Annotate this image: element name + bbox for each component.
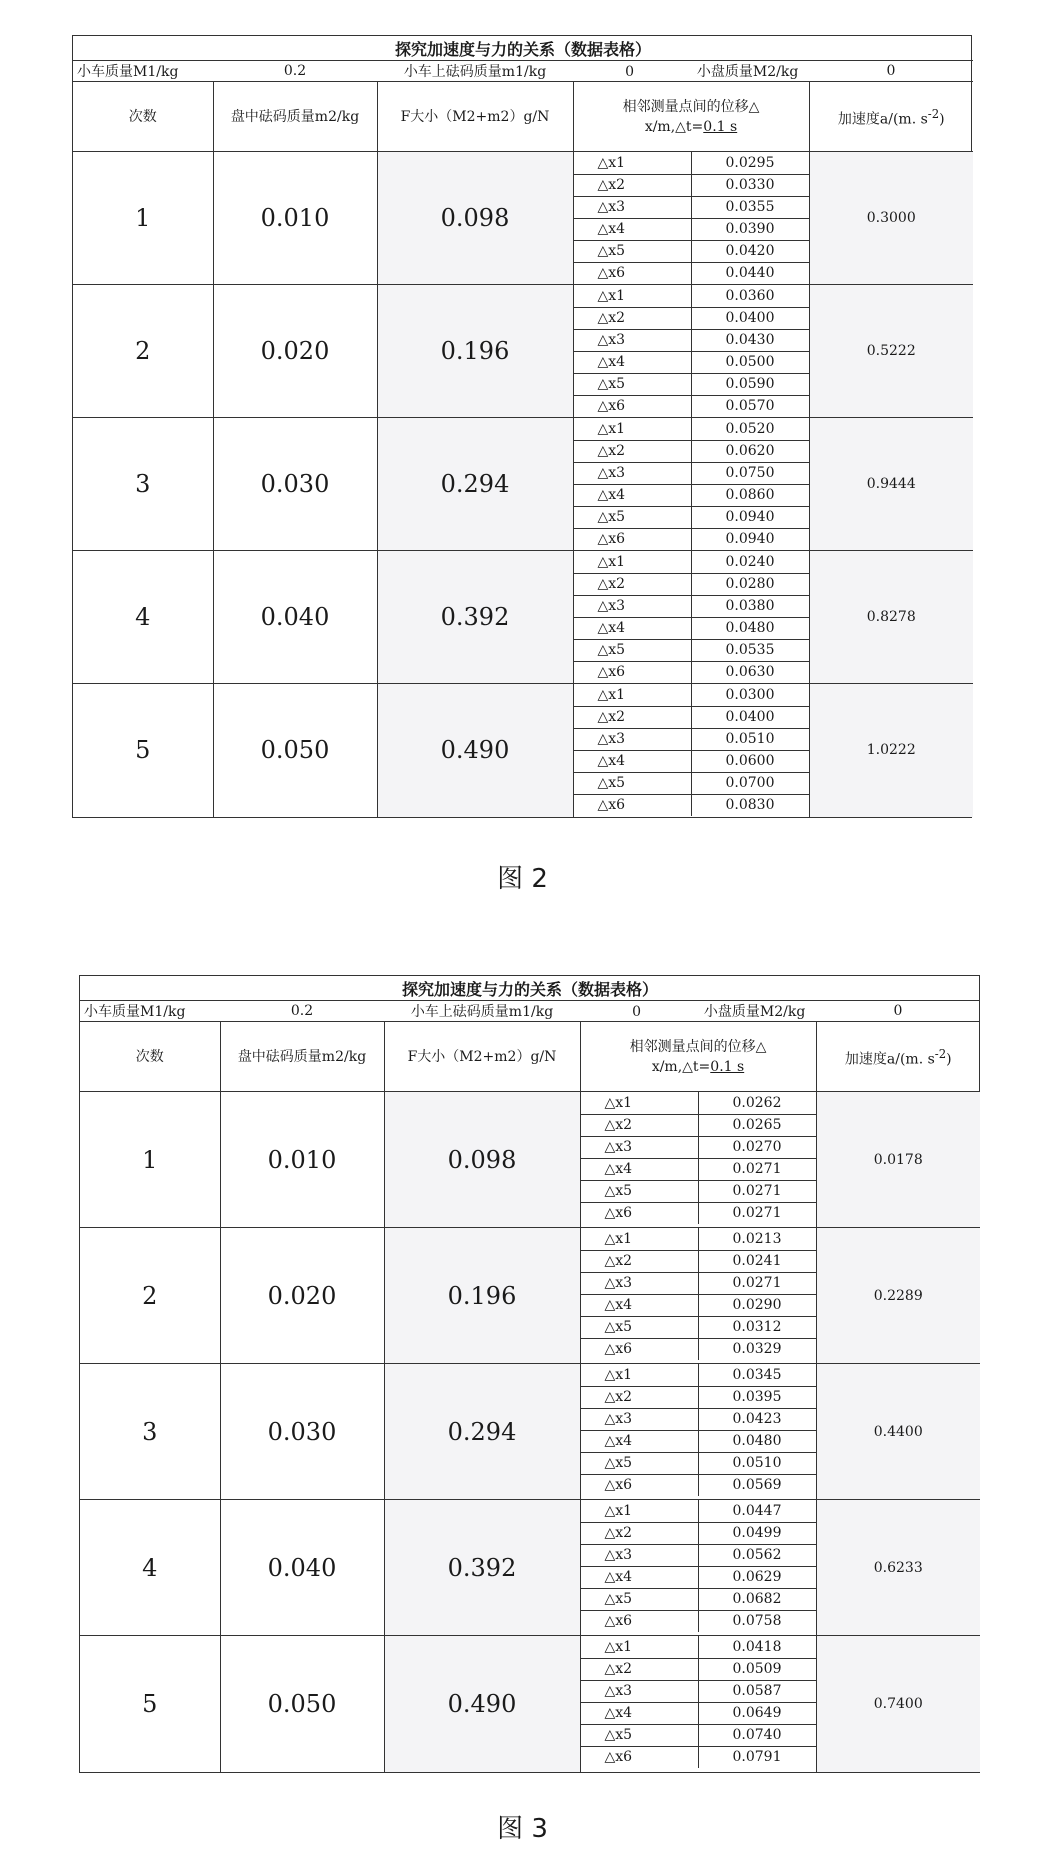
displacement-value: 0.0420 xyxy=(691,240,809,262)
displacement-value: 0.0240 xyxy=(691,551,809,573)
displacement-label: △x6 xyxy=(574,528,692,550)
displacement-label: △x4 xyxy=(574,484,692,506)
displacement-label: △x3 xyxy=(581,1408,699,1430)
displacement-list xyxy=(574,684,809,816)
pan-weight-mass: 0.040 xyxy=(220,1500,384,1636)
col-header-displacement-line2: x/m,△t= xyxy=(644,118,704,135)
displacement-value: 0.0345 xyxy=(698,1364,816,1386)
trial-number: 5 xyxy=(73,684,213,817)
displacement-label: △x2 xyxy=(581,1386,699,1408)
displacement-value: 0.0300 xyxy=(691,684,809,706)
displacement-label: △x3 xyxy=(574,595,692,617)
cart-weight-value: 0 xyxy=(625,64,635,80)
experiment-table xyxy=(80,976,980,1772)
displacement-value: 0.0400 xyxy=(691,307,809,329)
displacement-label: △x4 xyxy=(574,617,692,639)
col-header-displacement-line2: x/m,△t= xyxy=(651,1058,711,1075)
displacement-value: 0.0830 xyxy=(691,794,809,816)
displacement-value: 0.0329 xyxy=(698,1338,816,1360)
displacement-value: 0.0630 xyxy=(691,661,809,683)
displacement-label: △x5 xyxy=(574,506,692,528)
force-value: 0.490 xyxy=(377,684,573,817)
displacement-value: 0.0271 xyxy=(698,1272,816,1294)
pan-weight-mass: 0.010 xyxy=(213,152,377,285)
displacement-label: △x6 xyxy=(574,395,692,417)
displacement-label: △x1 xyxy=(574,684,692,706)
force-value: 0.490 xyxy=(384,1636,580,1772)
col-header-displacement-line1: 相邻测量点间的位移△ xyxy=(622,98,760,115)
displacement-value: 0.0440 xyxy=(691,262,809,284)
displacement-value: 0.0241 xyxy=(698,1250,816,1272)
acceleration-value: 0.4400 xyxy=(816,1364,980,1500)
displacement-value: 0.0270 xyxy=(698,1136,816,1158)
col-header-pan-weight: 盘中砝码质量m2/kg xyxy=(220,1022,384,1092)
cart-mass-value: 0.2 xyxy=(220,1001,384,1022)
displacement-value: 0.0430 xyxy=(691,329,809,351)
displacement-value: 0.0499 xyxy=(698,1522,816,1544)
displacement-label: △x5 xyxy=(581,1452,699,1474)
displacement-label: △x1 xyxy=(581,1500,699,1522)
acceleration-value: 0.9444 xyxy=(809,418,973,551)
displacement-list xyxy=(581,1364,816,1496)
displacement-label: △x6 xyxy=(574,794,692,816)
displacement-value: 0.0629 xyxy=(698,1566,816,1588)
displacement-label: △x3 xyxy=(574,329,692,351)
displacement-value: 0.0390 xyxy=(691,218,809,240)
displacement-value: 0.0271 xyxy=(698,1158,816,1180)
acceleration-value: 0.3000 xyxy=(809,152,973,285)
col-header-displacement-line1: 相邻测量点间的位移△ xyxy=(629,1038,767,1055)
trial-number: 1 xyxy=(73,152,213,285)
cart-mass-value: 0.2 xyxy=(213,61,377,82)
col-header-acceleration: 加速度a/(m. $s^{-2}$) xyxy=(809,82,973,152)
displacement-list xyxy=(581,1092,816,1224)
pan-mass-label: 小盘质量M2/kg xyxy=(703,1004,806,1020)
displacement-label: △x2 xyxy=(581,1522,699,1544)
displacement-value: 0.0480 xyxy=(691,617,809,639)
col-header-pan-weight: 盘中砝码质量m2/kg xyxy=(213,82,377,152)
displacement-list xyxy=(574,551,809,683)
table-row xyxy=(73,551,973,684)
displacement-value: 0.0500 xyxy=(691,351,809,373)
displacement-label: △x1 xyxy=(581,1092,699,1114)
time-interval-value: 0.1 s xyxy=(710,1058,745,1075)
displacement-value: 0.0570 xyxy=(691,395,809,417)
pan-weight-mass: 0.040 xyxy=(213,551,377,684)
displacement-value: 0.0569 xyxy=(698,1474,816,1496)
trial-number: 1 xyxy=(80,1092,220,1228)
acceleration-value: 0.7400 xyxy=(816,1636,980,1772)
displacement-value: 0.0940 xyxy=(691,506,809,528)
displacement-label: △x2 xyxy=(574,573,692,595)
displacement-label: △x1 xyxy=(574,418,692,440)
displacement-value: 0.0620 xyxy=(691,440,809,462)
displacement-value: 0.0740 xyxy=(698,1724,816,1746)
displacement-value: 0.0295 xyxy=(691,152,809,174)
pan-weight-mass: 0.030 xyxy=(220,1364,384,1500)
displacement-value: 0.0590 xyxy=(691,373,809,395)
displacement-value: 0.0213 xyxy=(698,1228,816,1250)
displacement-value: 0.0447 xyxy=(698,1500,816,1522)
displacement-label: △x2 xyxy=(574,706,692,728)
displacement-label: △x2 xyxy=(574,440,692,462)
displacement-value: 0.0400 xyxy=(691,706,809,728)
trial-number: 5 xyxy=(80,1636,220,1772)
experiment-table xyxy=(73,36,973,817)
displacement-label: △x2 xyxy=(581,1114,699,1136)
displacement-label: △x3 xyxy=(574,728,692,750)
force-value: 0.098 xyxy=(384,1092,580,1228)
table-row xyxy=(80,1228,980,1364)
displacement-label: △x2 xyxy=(581,1250,699,1272)
displacement-label: △x5 xyxy=(581,1316,699,1338)
displacement-value: 0.0271 xyxy=(698,1202,816,1224)
force-value: 0.294 xyxy=(377,418,573,551)
trial-number: 3 xyxy=(73,418,213,551)
displacement-label: △x3 xyxy=(581,1680,699,1702)
displacement-label: △x5 xyxy=(574,639,692,661)
displacement-label: △x4 xyxy=(581,1294,699,1316)
displacement-list xyxy=(581,1228,816,1360)
pan-weight-mass: 0.010 xyxy=(220,1092,384,1228)
trial-number: 3 xyxy=(80,1364,220,1500)
displacement-label: △x1 xyxy=(581,1636,699,1658)
displacement-value: 0.0562 xyxy=(698,1544,816,1566)
displacement-label: △x6 xyxy=(581,1338,699,1360)
displacement-list xyxy=(574,152,809,284)
table-row xyxy=(73,684,973,817)
displacement-value: 0.0418 xyxy=(698,1636,816,1658)
displacement-value: 0.0380 xyxy=(691,595,809,617)
acceleration-value: 0.0178 xyxy=(816,1092,980,1228)
displacement-label: △x3 xyxy=(581,1272,699,1294)
displacement-value: 0.0940 xyxy=(691,528,809,550)
displacement-value: 0.0355 xyxy=(691,196,809,218)
displacement-value: 0.0600 xyxy=(691,750,809,772)
displacement-label: △x2 xyxy=(574,307,692,329)
displacement-label: △x6 xyxy=(581,1610,699,1632)
displacement-label: △x4 xyxy=(581,1430,699,1452)
displacement-label: △x5 xyxy=(581,1180,699,1202)
displacement-value: 0.0682 xyxy=(698,1588,816,1610)
time-interval-value: 0.1 s xyxy=(703,118,738,135)
table-row xyxy=(73,285,973,418)
displacement-value: 0.0360 xyxy=(691,285,809,307)
table-row xyxy=(80,1636,980,1772)
displacement-label: △x4 xyxy=(581,1158,699,1180)
col-header-force: F大小（M2+m2）g/N xyxy=(384,1022,580,1092)
displacement-list xyxy=(581,1636,816,1768)
trial-number: 4 xyxy=(80,1500,220,1636)
trial-number: 4 xyxy=(73,551,213,684)
displacement-label: △x1 xyxy=(574,152,692,174)
displacement-label: △x3 xyxy=(581,1544,699,1566)
displacement-value: 0.0290 xyxy=(698,1294,816,1316)
displacement-value: 0.0750 xyxy=(691,462,809,484)
displacement-value: 0.0649 xyxy=(698,1702,816,1724)
displacement-value: 0.0423 xyxy=(698,1408,816,1430)
displacement-value: 0.0395 xyxy=(698,1386,816,1408)
pan-mass-value: 0 xyxy=(809,61,973,82)
pan-weight-mass: 0.050 xyxy=(213,684,377,817)
force-value: 0.098 xyxy=(377,152,573,285)
cart-weight-value: 0 xyxy=(632,1004,642,1020)
displacement-label: △x3 xyxy=(581,1136,699,1158)
acceleration-value: 0.2289 xyxy=(816,1228,980,1364)
force-value: 0.294 xyxy=(384,1364,580,1500)
displacement-value: 0.0480 xyxy=(698,1430,816,1452)
displacement-label: △x1 xyxy=(574,285,692,307)
cart-mass-label: 小车质量M1/kg xyxy=(73,61,213,82)
col-header-acceleration: 加速度a/(m. $s^{-2}$) xyxy=(816,1022,980,1092)
displacement-value: 0.0700 xyxy=(691,772,809,794)
displacement-label: △x5 xyxy=(574,373,692,395)
acceleration-value: 1.0222 xyxy=(809,684,973,817)
col-header-displacement xyxy=(573,82,809,152)
pan-weight-mass: 0.050 xyxy=(220,1636,384,1772)
col-header-trial: 次数 xyxy=(73,82,213,152)
displacement-label: △x5 xyxy=(574,772,692,794)
displacement-label: △x4 xyxy=(574,218,692,240)
displacement-label: △x6 xyxy=(574,661,692,683)
displacement-list xyxy=(574,418,809,550)
displacement-value: 0.0312 xyxy=(698,1316,816,1338)
force-value: 0.196 xyxy=(384,1228,580,1364)
table-row xyxy=(73,152,973,285)
displacement-label: △x3 xyxy=(574,462,692,484)
displacement-label: △x5 xyxy=(581,1724,699,1746)
force-value: 0.196 xyxy=(377,285,573,418)
trial-number: 2 xyxy=(73,285,213,418)
displacement-label: △x2 xyxy=(581,1658,699,1680)
table-title: 探究加速度与力的关系（数据表格） xyxy=(73,36,973,61)
cart-mass-label: 小车质量M1/kg xyxy=(80,1001,220,1022)
col-header-trial: 次数 xyxy=(80,1022,220,1092)
force-value: 0.392 xyxy=(377,551,573,684)
acceleration-value: 0.8278 xyxy=(809,551,973,684)
cart-weight-label: 小车上砝码质量m1/kg xyxy=(384,1001,580,1022)
displacement-value: 0.0520 xyxy=(691,418,809,440)
displacement-value: 0.0791 xyxy=(698,1746,816,1768)
data-table-fig3 xyxy=(79,975,980,1773)
table-title: 探究加速度与力的关系（数据表格） xyxy=(80,976,980,1001)
table-row xyxy=(80,1364,980,1500)
displacement-value: 0.0535 xyxy=(691,639,809,661)
displacement-value: 0.0509 xyxy=(698,1658,816,1680)
displacement-label: △x5 xyxy=(581,1588,699,1610)
displacement-label: △x5 xyxy=(574,240,692,262)
displacement-label: △x4 xyxy=(581,1702,699,1724)
displacement-value: 0.0510 xyxy=(698,1452,816,1474)
table-row xyxy=(80,1500,980,1636)
table-row xyxy=(80,1092,980,1228)
figure-caption-fig3: 图 3 xyxy=(497,1814,548,1844)
pan-mass-value: 0 xyxy=(816,1001,980,1022)
pan-weight-mass: 0.030 xyxy=(213,418,377,551)
displacement-label: △x6 xyxy=(581,1474,699,1496)
displacement-label: △x2 xyxy=(574,174,692,196)
data-table-fig2 xyxy=(72,35,972,818)
displacement-label: △x4 xyxy=(574,750,692,772)
displacement-value: 0.0265 xyxy=(698,1114,816,1136)
displacement-label: △x6 xyxy=(581,1746,699,1768)
displacement-list xyxy=(574,285,809,417)
cart-weight-label: 小车上砝码质量m1/kg xyxy=(377,61,573,82)
displacement-label: △x3 xyxy=(574,196,692,218)
displacement-value: 0.0280 xyxy=(691,573,809,595)
displacement-value: 0.0510 xyxy=(691,728,809,750)
pan-weight-mass: 0.020 xyxy=(213,285,377,418)
trial-number: 2 xyxy=(80,1228,220,1364)
displacement-value: 0.0860 xyxy=(691,484,809,506)
table-row xyxy=(73,418,973,551)
displacement-label: △x6 xyxy=(574,262,692,284)
displacement-label: △x6 xyxy=(581,1202,699,1224)
col-header-displacement xyxy=(580,1022,816,1092)
col-header-force: F大小（M2+m2）g/N xyxy=(377,82,573,152)
figure-caption-fig2: 图 2 xyxy=(497,864,548,894)
displacement-label: △x1 xyxy=(574,551,692,573)
acceleration-value: 0.6233 xyxy=(816,1500,980,1636)
displacement-label: △x4 xyxy=(581,1566,699,1588)
displacement-label: △x1 xyxy=(581,1364,699,1386)
displacement-value: 0.0271 xyxy=(698,1180,816,1202)
displacement-list xyxy=(581,1500,816,1632)
displacement-value: 0.0262 xyxy=(698,1092,816,1114)
force-value: 0.392 xyxy=(384,1500,580,1636)
displacement-value: 0.0587 xyxy=(698,1680,816,1702)
pan-weight-mass: 0.020 xyxy=(220,1228,384,1364)
displacement-value: 0.0330 xyxy=(691,174,809,196)
acceleration-value: 0.5222 xyxy=(809,285,973,418)
displacement-value: 0.0758 xyxy=(698,1610,816,1632)
displacement-label: △x1 xyxy=(581,1228,699,1250)
displacement-label: △x4 xyxy=(574,351,692,373)
pan-mass-label: 小盘质量M2/kg xyxy=(696,64,799,80)
